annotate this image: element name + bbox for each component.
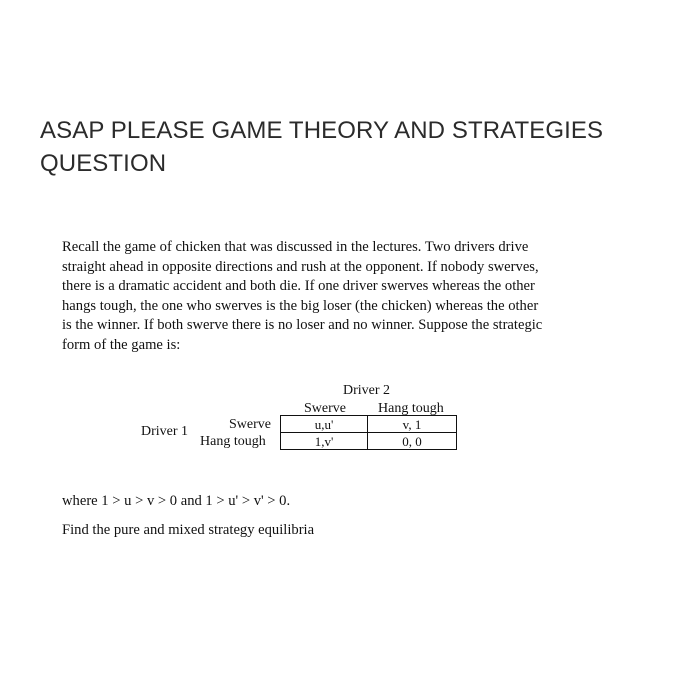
row-strategy-hang-tough: Hang tough [200, 434, 266, 449]
question-title-line-2: QUESTION [40, 150, 167, 177]
column-player-label: Driver 2 [343, 383, 391, 398]
payoff-table [280, 415, 457, 450]
body-line: there is a dramatic accident and both die. If one driver swerves whereas the other [62, 278, 535, 295]
task-text: Find the pure and mixed strategy equilibria [62, 522, 315, 538]
payoff-row [281, 416, 457, 433]
column-strategy-swerve: Swerve [304, 401, 346, 416]
body-line: is the winner. If both swerve there is no loser and no winner. Suppose the strategic [62, 317, 543, 334]
row-player-label: Driver 1 [141, 424, 189, 439]
payoff-cell: u,u' [281, 416, 368, 433]
payoff-cell: 1,v' [281, 433, 368, 450]
payoff-row [281, 433, 457, 450]
row-strategy-swerve: Swerve [229, 417, 271, 432]
condition-text: where 1 > u > v > 0 and 1 > u' > v' > 0. [62, 493, 291, 509]
body-line: hangs tough, the one who swerves is the big loser (the chicken) whereas the other [62, 297, 539, 314]
payoff-cell: 0, 0 [368, 433, 457, 450]
question-title-line-1: ASAP PLEASE GAME THEORY AND STRATEGIES [40, 117, 604, 144]
body-line: form of the game is: [62, 336, 181, 353]
payoff-cell: v, 1 [368, 416, 457, 433]
question-title [40, 114, 660, 180]
question-body [62, 238, 602, 356]
column-strategy-hang-tough: Hang tough [378, 401, 444, 416]
body-line: straight ahead in opposite directions and rush at the opponent. If nobody swerves, [62, 258, 539, 275]
body-line: Recall the game of chicken that was discussed in the lectures. Two drivers drive [62, 239, 529, 255]
